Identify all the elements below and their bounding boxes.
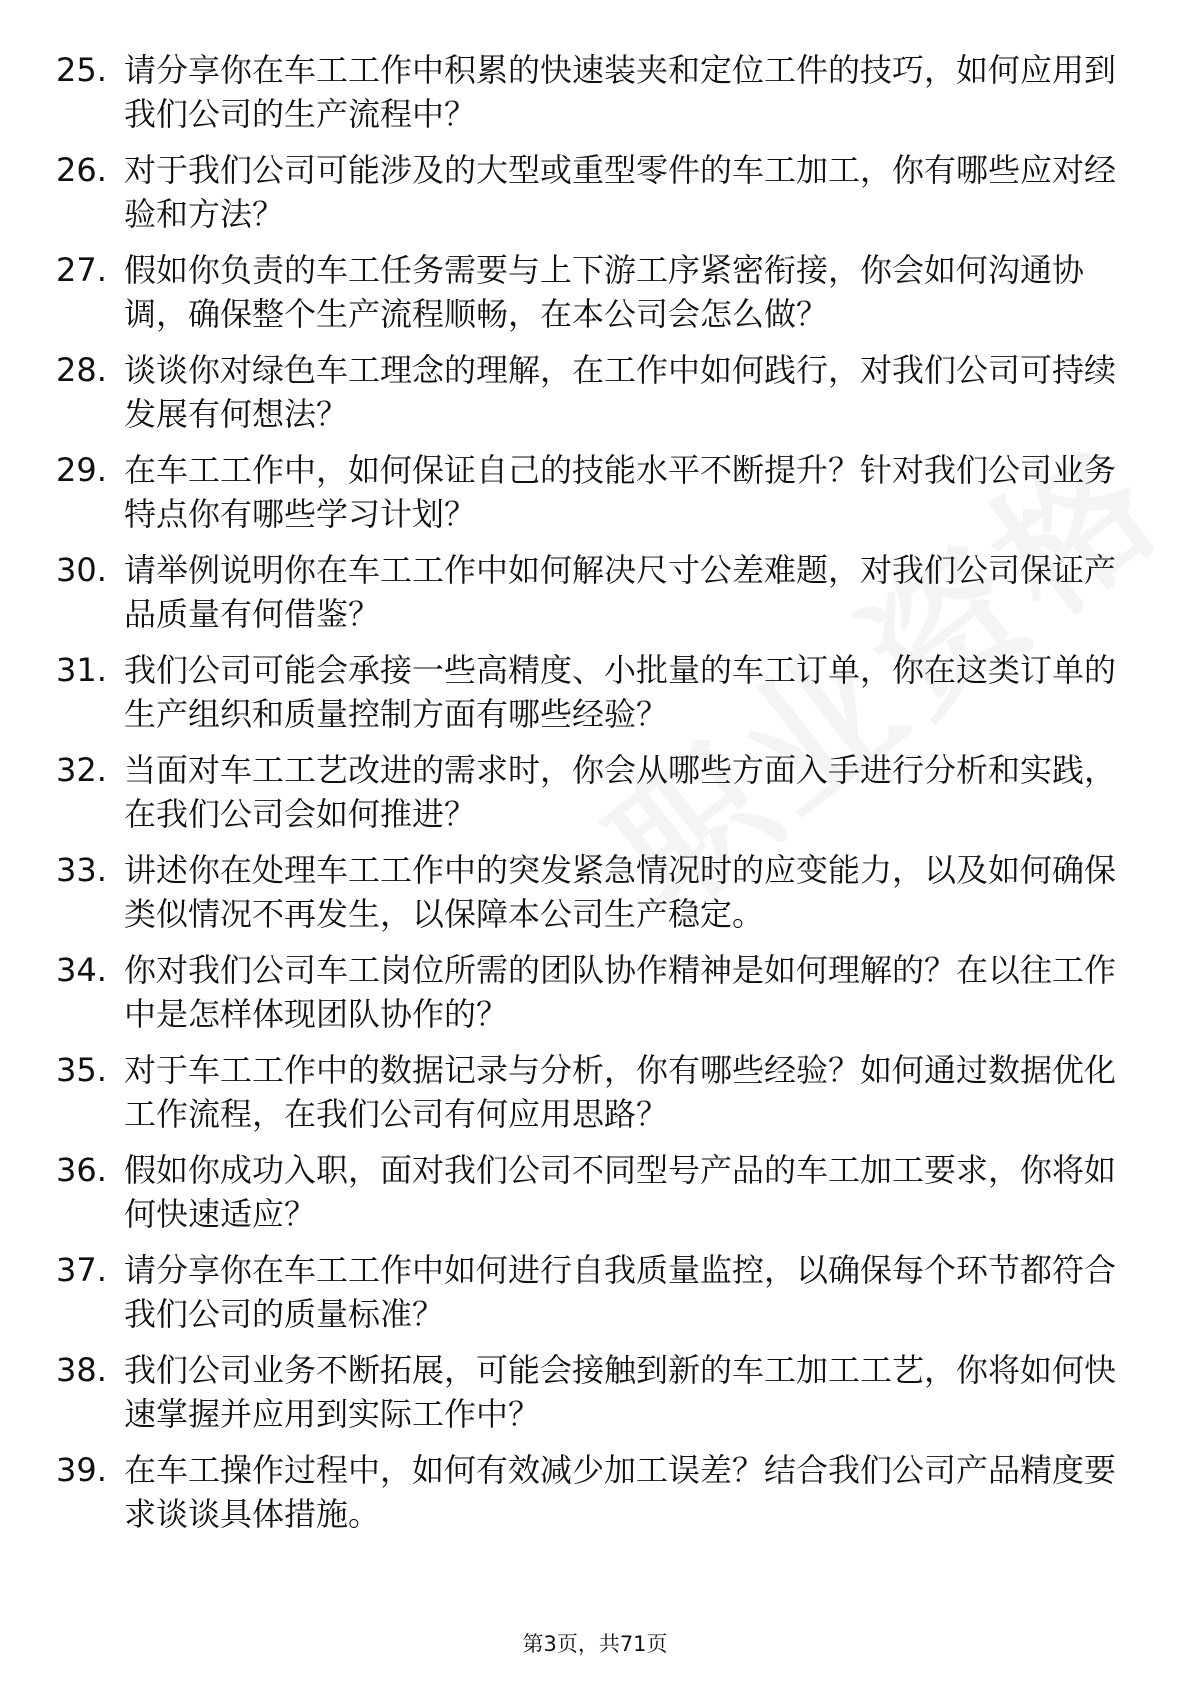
question-item bbox=[56, 1248, 1116, 1336]
question-number: 25. bbox=[56, 51, 107, 89]
question-number: 26. bbox=[56, 151, 107, 189]
question-item bbox=[56, 748, 1116, 836]
question-number: 36. bbox=[56, 1151, 107, 1189]
question-number: 33. bbox=[56, 851, 107, 889]
question-text: 我们公司可能会承接一些高精度、小批量的车工订单，你在这类订单的生产组织和质量控制方面有哪些经验？ bbox=[124, 651, 1117, 733]
question-item bbox=[56, 1448, 1116, 1536]
question-number: 35. bbox=[56, 1051, 107, 1089]
question-text: 讲述你在处理车工工作中的突发紧急情况时的应变能力，以及如何确保类似情况不再发生，以保障本公司生产稳定。 bbox=[124, 851, 1117, 933]
question-item bbox=[56, 848, 1116, 936]
question-text: 对于车工工作中的数据记录与分析，你有哪些经验？如何通过数据优化工作流程，在我们公司有何应用思路？ bbox=[124, 1051, 1117, 1133]
question-item bbox=[56, 348, 1116, 436]
question-text: 请分享你在车工工作中积累的快速装夹和定位工件的技巧，如何应用到我们公司的生产流程中？ bbox=[124, 51, 1117, 133]
question-number: 38. bbox=[56, 1351, 107, 1389]
question-item bbox=[56, 1048, 1116, 1136]
question-item bbox=[56, 948, 1116, 1036]
question-text: 当面对车工工艺改进的需求时，你会从哪些方面入手进行分析和实践，在我们公司会如何推进？ bbox=[124, 751, 1117, 833]
question-text: 在车工操作过程中，如何有效减少加工误差？结合我们公司产品精度要求谈谈具体措施。 bbox=[124, 1451, 1117, 1533]
question-number: 31. bbox=[56, 651, 107, 689]
question-number: 27. bbox=[56, 251, 107, 289]
question-number: 32. bbox=[56, 751, 107, 789]
question-item bbox=[56, 48, 1116, 136]
question-text: 对于我们公司可能涉及的大型或重型零件的车工加工，你有哪些应对经验和方法？ bbox=[124, 151, 1117, 233]
question-item bbox=[56, 1348, 1116, 1436]
question-item bbox=[56, 248, 1116, 336]
question-text: 请分享你在车工工作中如何进行自我质量监控，以确保每个环节都符合我们公司的质量标准？ bbox=[124, 1251, 1117, 1333]
question-text: 假如你负责的车工任务需要与上下游工序紧密衔接，你会如何沟通协调，确保整个生产流程顺畅，在本公司会怎么做？ bbox=[124, 251, 1085, 333]
question-text: 谈谈你对绿色车工理念的理解，在工作中如何践行，对我们公司可持续发展有何想法？ bbox=[124, 351, 1117, 433]
question-number: 28. bbox=[56, 351, 107, 389]
question-number: 34. bbox=[56, 951, 107, 989]
question-item bbox=[56, 648, 1116, 736]
question-list bbox=[56, 48, 1116, 1548]
page-number-footer: 第3页，共71页 bbox=[522, 1632, 668, 1656]
question-text: 我们公司业务不断拓展，可能会接触到新的车工加工工艺，你将如何快速掌握并应用到实际工作中？ bbox=[124, 1351, 1117, 1433]
question-number: 39. bbox=[56, 1451, 107, 1489]
question-text: 请举例说明你在车工工作中如何解决尺寸公差难题，对我们公司保证产品质量有何借鉴？ bbox=[124, 551, 1117, 633]
question-number: 29. bbox=[56, 451, 107, 489]
question-text: 你对我们公司车工岗位所需的团队协作精神是如何理解的？在以往工作中是怎样体现团队协作的？ bbox=[124, 951, 1117, 1033]
question-item bbox=[56, 1148, 1116, 1236]
question-text: 在车工工作中，如何保证自己的技能水平不断提升？针对我们公司业务特点你有哪些学习计划？ bbox=[124, 451, 1117, 533]
question-text: 假如你成功入职，面对我们公司不同型号产品的车工加工要求，你将如何快速适应？ bbox=[124, 1151, 1117, 1233]
question-number: 30. bbox=[56, 551, 107, 589]
question-item bbox=[56, 548, 1116, 636]
question-item bbox=[56, 448, 1116, 536]
question-item bbox=[56, 148, 1116, 236]
question-number: 37. bbox=[56, 1251, 107, 1289]
